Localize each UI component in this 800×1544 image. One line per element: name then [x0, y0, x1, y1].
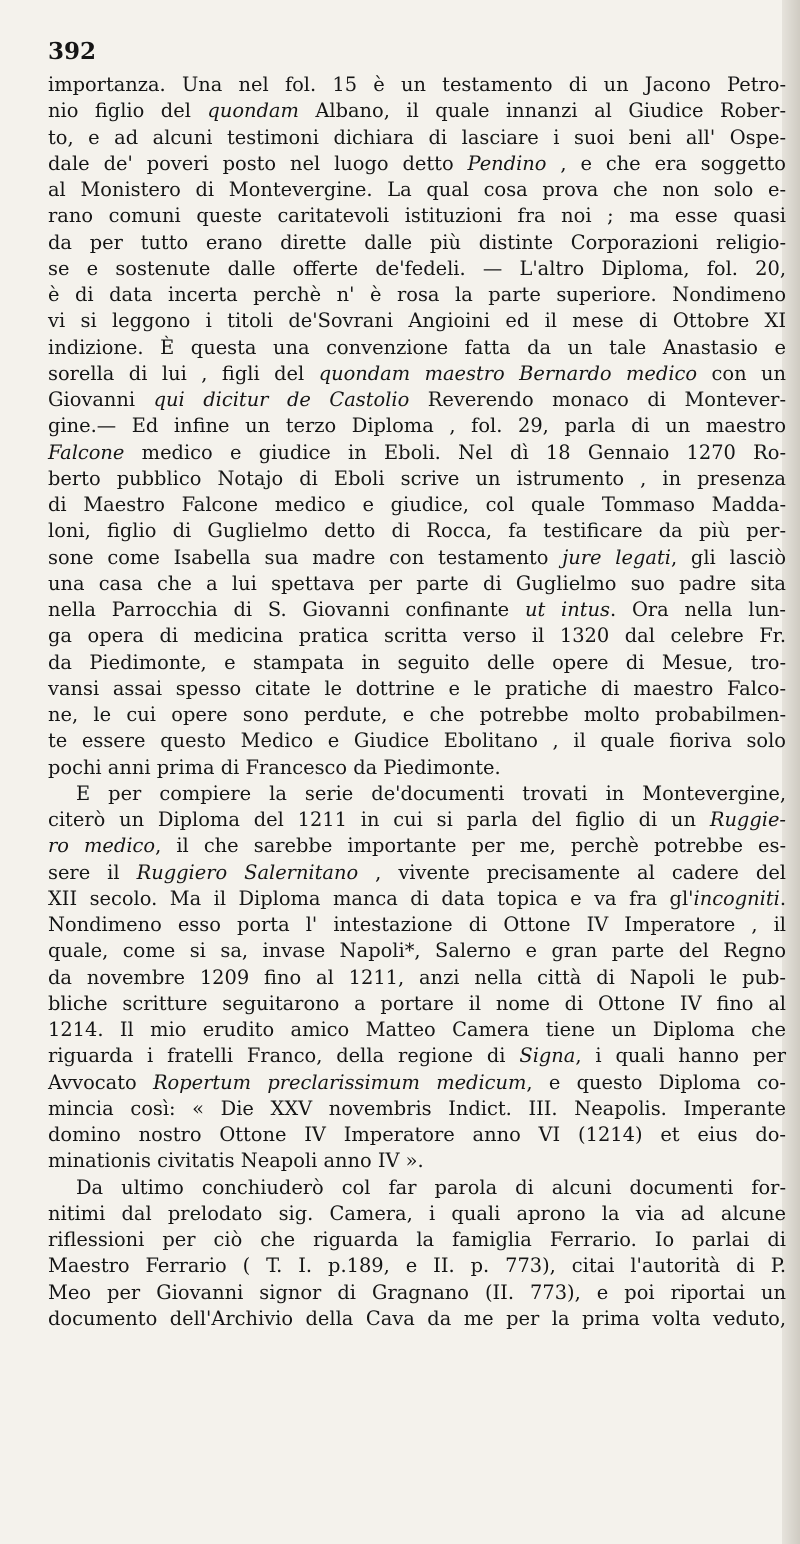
text-line: [48, 1175, 786, 1201]
text-segment: pochi anni prima di Francesco da Piedimonte.: [48, 755, 501, 779]
text-segment: da Piedimonte, e stampata in seguito delle opere di Mesue, tro-: [48, 650, 786, 674]
text-segment: , gli lasciò: [670, 545, 786, 569]
text-segment: da per tutto erano dirette dalle più distinte Corporazioni religio-: [48, 230, 786, 254]
text-line: [48, 991, 786, 1017]
text-segment: ga opera di medicina pratica scritta verso il 1320 dal celebre Fr.: [48, 624, 786, 648]
italic-text-segment: quondam: [207, 99, 299, 123]
text-segment: Meo per Giovanni signor di Gragnano (II. 773), e poi riportai un: [48, 1280, 786, 1304]
text-segment: , vivente precisamente al cadere del: [358, 860, 786, 884]
text-line: [48, 1280, 786, 1306]
body-text: [48, 72, 786, 1332]
text-line: [48, 860, 786, 886]
text-segment: 1214. Il mio erudito amico Matteo Camera tiene un Diploma che: [48, 1018, 786, 1041]
text-segment: te essere questo Medico e Giudice Ebolitano , il quale fioriva solo: [48, 729, 786, 753]
text-line: [48, 781, 786, 807]
text-line: [48, 282, 786, 308]
text-segment: gine.— Ed infine un terzo Diploma , fol. 29, parla di un maestro: [48, 414, 786, 438]
text-line: [48, 623, 786, 649]
italic-text-segment: Ropertum preclarissimum medicum: [152, 1070, 527, 1094]
text-segment: vansi assai spesso citate le dottrine e le pratiche di maestro Falco-: [48, 676, 786, 700]
text-line: [48, 1096, 786, 1122]
text-line: [48, 1148, 786, 1174]
italic-text-segment: Signa: [519, 1044, 576, 1068]
text-segment: .: [779, 886, 786, 910]
text-segment: Nondimeno esso porta l' intestazione di Ottone IV Imperatore , il: [48, 913, 786, 936]
text-line: [48, 387, 786, 413]
text-segment: con un: [697, 361, 787, 385]
text-line: [48, 807, 786, 833]
text-segment: Albano, il quale innanzi al Giudice Rober-: [298, 99, 786, 123]
text-segment: , e questo Diploma co-: [526, 1070, 786, 1094]
text-segment: sorella di lui , figli del: [48, 361, 319, 385]
text-segment: mincia così: « Die XXV novembris Indict. III. Neapolis. Imperante: [48, 1096, 786, 1120]
text-segment: nella Parrocchia di S. Giovanni confinante: [48, 598, 525, 621]
text-segment: se e sostenute dalle offerte de'fedeli. — L'altro Diploma, fol. 20,: [48, 256, 786, 280]
text-segment: domino nostro Ottone IV Imperatore anno VI (1214) et eius do-: [48, 1123, 786, 1146]
text-segment: citerò un Diploma del 1211 in cui si parla del figlio di un: [48, 808, 710, 831]
text-line: [48, 938, 786, 964]
text-line: [48, 125, 786, 151]
italic-text-segment: Pendino: [467, 151, 547, 175]
text-line: [48, 728, 786, 754]
text-line: [48, 545, 786, 571]
text-line: [48, 676, 786, 702]
text-line: [48, 98, 786, 124]
text-segment: dale de' poveri posto nel luogo detto: [48, 151, 468, 175]
text-segment: documento dell'Archivio della Cava da me per la prima volta veduto,: [48, 1306, 786, 1330]
italic-text-segment: Falcone: [48, 440, 125, 464]
text-segment: importanza. Una nel fol. 15 è un testamento di un Jacono Petro-: [48, 73, 786, 96]
text-line: [48, 518, 786, 544]
italic-text-segment: Ruggiero Salernitano: [136, 860, 359, 884]
italic-text-segment: ro medico: [48, 834, 156, 858]
text-segment: rano comuni queste caritatevoli istituzioni fra noi ; ma esse quasi: [48, 204, 786, 228]
text-segment: indizione. È questa una convenzione fatta da un tale Anastasio e: [48, 335, 786, 359]
text-segment: bliche scritture seguitarono a portare il nome di Ottone IV fino al: [48, 991, 786, 1015]
text-line: [48, 1122, 786, 1148]
text-segment: Avvocato: [48, 1070, 153, 1094]
text-line: [48, 597, 786, 623]
text-line: [48, 440, 786, 466]
text-line: [48, 203, 786, 229]
text-segment: Reverendo monaco di Montever-: [409, 388, 786, 411]
text-segment: riflessioni per ciò che riguarda la famiglia Ferrario. Io parlai di: [48, 1228, 786, 1251]
text-segment: , i quali hanno per: [575, 1044, 786, 1068]
text-segment: riguarda i fratelli Franco, della regione di: [48, 1044, 520, 1068]
italic-text-segment: Ruggie-: [709, 808, 786, 831]
text-line: [48, 965, 786, 991]
text-line: [48, 361, 786, 387]
text-line: [48, 230, 786, 256]
italic-text-segment: ut intus: [524, 598, 610, 621]
italic-text-segment: quondam maestro Bernardo medico: [318, 361, 698, 385]
text-line: [48, 702, 786, 728]
text-line: [48, 912, 786, 938]
text-segment: medico e giudice in Eboli. Nel dì 18 Gennaio 1270 Ro-: [124, 440, 786, 464]
text-line: [48, 1201, 786, 1227]
text-segment: berto pubblico Notajo di Eboli scrive un istrumento , in presenza: [48, 466, 786, 490]
text-segment: E per compiere la serie de'documenti trovati in Montevergine,: [76, 781, 786, 805]
text-segment: , e che era soggetto: [546, 151, 786, 175]
text-segment: quale, come si sa, invase Napoli*, Salerno e gran parte del Regno: [48, 939, 786, 963]
text-segment: . Ora nella lun-: [609, 598, 786, 621]
text-segment: al Monistero di Montevergine. La qual cosa prova che non solo e-: [48, 178, 786, 201]
text-line: [48, 72, 786, 98]
text-segment: ne, le cui opere sono perdute, e che potrebbe molto probabilmen-: [48, 703, 786, 726]
text-line: [48, 886, 786, 912]
text-segment: Da ultimo conchiuderò col far parola di alcuni documenti for-: [76, 1175, 786, 1199]
text-segment: nio figlio del: [48, 99, 208, 123]
text-segment: to, e ad alcuni testimoni dichiara di lasciare i suoi beni all' Ospe-: [48, 125, 786, 149]
text-segment: una casa che a lui spettava per parte di Guglielmo suo padre sita: [48, 571, 786, 595]
page-number: 392: [48, 38, 97, 65]
italic-text-segment: qui dicitur de Castolio: [153, 388, 410, 411]
text-segment: Giovanni: [48, 388, 154, 411]
text-line: [48, 335, 786, 361]
text-segment: sone come Isabella sua madre con testamento: [48, 545, 563, 569]
italic-text-segment: jure legati: [562, 545, 671, 569]
text-line: [48, 1253, 786, 1279]
text-line: [48, 413, 786, 439]
text-line: [48, 755, 786, 781]
text-segment: sere il: [48, 860, 137, 884]
text-line: [48, 1306, 786, 1332]
text-segment: loni, figlio di Guglielmo detto di Rocca, fa testificare da più per-: [48, 519, 786, 543]
text-line: [48, 466, 786, 492]
text-line: [48, 256, 786, 282]
italic-text-segment: incogniti: [693, 886, 780, 910]
text-line: [48, 1070, 786, 1096]
text-line: [48, 151, 786, 177]
text-segment: Maestro Ferrario ( T. I. p.189, e II. p. 773), citai l'autorità di P.: [48, 1254, 786, 1278]
text-line: [48, 1017, 786, 1043]
text-segment: minationis civitatis Neapoli anno IV ».: [48, 1149, 424, 1173]
text-line: [48, 1227, 786, 1253]
text-segment: da novembre 1209 fino al 1211, anzi nella città di Napoli le pub-: [48, 965, 786, 989]
text-segment: è di data incerta perchè n' è rosa la parte superiore. Nondimeno: [48, 283, 786, 306]
text-line: [48, 571, 786, 597]
text-segment: vi si leggono i titoli de'Sovrani Angioini ed il mese di Ottobre XI: [48, 309, 786, 333]
text-segment: XII secolo. Ma il Diploma manca di data topica e va fra gl': [48, 886, 694, 910]
text-line: [48, 650, 786, 676]
text-segment: di Maestro Falcone medico e giudice, col quale Tommaso Madda-: [48, 493, 786, 516]
text-segment: , il che sarebbe importante per me, perchè potrebbe es-: [155, 834, 786, 858]
text-line: [48, 833, 786, 859]
text-line: [48, 177, 786, 203]
text-segment: nitimi dal prelodato sig. Camera, i quali aprono la via ad alcune: [48, 1201, 786, 1225]
text-line: [48, 492, 786, 518]
text-line: [48, 308, 786, 334]
text-line: [48, 1043, 786, 1069]
